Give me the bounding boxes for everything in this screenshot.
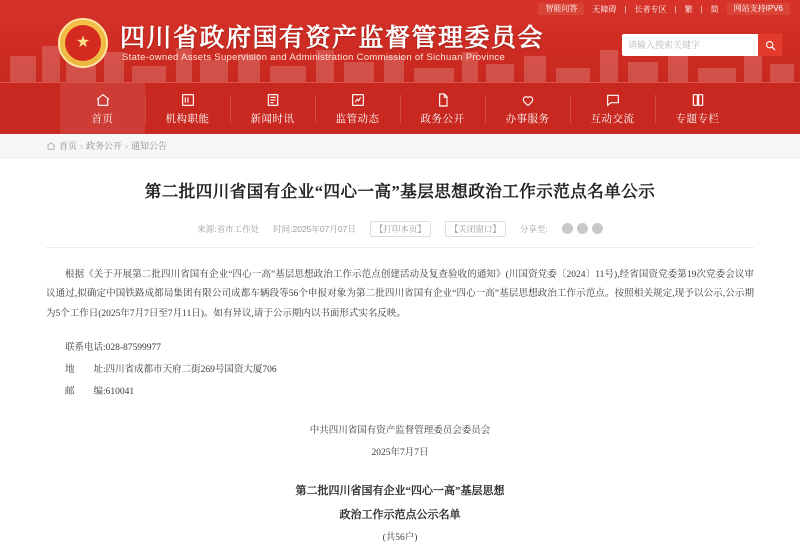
nav-item-services[interactable] bbox=[485, 83, 570, 135]
book-icon bbox=[690, 92, 706, 108]
national-emblem-icon bbox=[58, 18, 108, 68]
nav-item-disclosure[interactable] bbox=[400, 83, 485, 135]
article-source: 来源:省市工作处 bbox=[197, 223, 260, 234]
article-time: 时间:2025年07月07日 bbox=[273, 223, 356, 234]
nav-item-home[interactable] bbox=[60, 83, 145, 135]
share-buttons bbox=[562, 223, 603, 234]
chat-icon bbox=[605, 92, 621, 108]
news-icon bbox=[265, 92, 281, 108]
breadcrumb-sep-1: › bbox=[80, 140, 84, 151]
chart-icon bbox=[350, 92, 366, 108]
search-button[interactable] bbox=[758, 34, 782, 56]
search-input[interactable] bbox=[622, 35, 758, 55]
search-box[interactable] bbox=[622, 34, 782, 56]
article-paragraph-1: 根据《关于开展第二批四川省国有企业“四心一高”基层思想政治工作示范点创建活动及复查验收的通知》(川国资党委〔2024〕11号),经省国资党委第19次党委会议审议通过,拟确定中国铁路成都局集团有限公司成都车辆段等56个申报对象为第二批四川省国有企业“四心一高”基层思想政治工作示范点。按照相关规定,现予以公示,公示期为5个工作日(2025年7月7日至7月11日)。如有异议,请于公示期内以书面形式实名反映。 bbox=[46, 269, 754, 319]
nav-item-topics[interactable] bbox=[655, 83, 740, 135]
ipv6-badge: 网站支持IPV6 bbox=[727, 3, 790, 15]
nav-label-disclosure: 政务公开 bbox=[420, 112, 465, 125]
breadcrumb-sep-2: › bbox=[125, 140, 129, 151]
share-label: 分享至: bbox=[519, 223, 548, 234]
breadcrumb bbox=[46, 139, 167, 152]
article-meta bbox=[46, 221, 754, 237]
divider-2: | bbox=[674, 4, 677, 14]
nav-item-functions[interactable] bbox=[145, 83, 230, 135]
close-window-button[interactable]: 【关闭窗口】 bbox=[445, 221, 506, 237]
traditional-chinese-link[interactable]: 繁 bbox=[684, 4, 693, 14]
qq-share-icon[interactable] bbox=[592, 223, 603, 234]
nav-item-interaction[interactable] bbox=[570, 83, 655, 135]
page-title: 第二批四川省国有企业“四心一高”基层思想政治工作示范点名单公示 bbox=[144, 182, 656, 201]
signature-date: 2025年7月7日 bbox=[371, 448, 429, 459]
print-button[interactable]: 【打印本页】 bbox=[370, 221, 431, 237]
nav-item-news[interactable] bbox=[230, 83, 315, 135]
list-title-line2: 政治工作示范点公示名单 bbox=[339, 509, 461, 522]
site-title-en: State-owned Assets Supervision and Administration Commission of Sichuan Province bbox=[122, 52, 506, 63]
contact-phone: 联系电话:028-87599977 bbox=[65, 343, 162, 354]
nav-label-functions: 机构职能 bbox=[165, 112, 210, 125]
divider-1: | bbox=[624, 4, 627, 14]
contact-address: 地 址:四川省成都市天府二街269号国资大厦706 bbox=[65, 365, 277, 375]
emblem-inner: ★ bbox=[65, 25, 101, 61]
signature-org: 中共四川省国有资产监督管理委员会委员会 bbox=[309, 425, 491, 436]
search-icon bbox=[765, 40, 776, 51]
nav-label-supervision: 监管动态 bbox=[335, 112, 380, 125]
main-nav bbox=[0, 82, 800, 134]
wechat-share-icon[interactable] bbox=[562, 223, 573, 234]
accessibility-link[interactable]: 无障碍 bbox=[592, 4, 617, 14]
meta-divider bbox=[46, 247, 754, 248]
article-body bbox=[46, 266, 754, 324]
breadcrumb-bar bbox=[0, 134, 800, 158]
home-icon bbox=[95, 92, 111, 108]
nav-label-home: 首页 bbox=[91, 112, 114, 125]
site-title-zh: 四川省政府国有资产监督管理委员会 bbox=[120, 25, 545, 52]
list-title-line1: 第二批四川省国有企业“四心一高”基层思想 bbox=[295, 485, 505, 498]
nav-label-services: 办事服务 bbox=[505, 112, 550, 125]
nav-label-news: 新闻时讯 bbox=[250, 112, 295, 125]
weibo-share-icon[interactable] bbox=[577, 223, 588, 234]
nav-item-supervision[interactable] bbox=[315, 83, 400, 135]
document-icon bbox=[435, 92, 451, 108]
list-count: (共56户) bbox=[382, 532, 418, 543]
nav-label-topics: 专题专栏 bbox=[675, 112, 720, 125]
breadcrumb-item-disclosure[interactable]: 政务公开 bbox=[86, 141, 123, 151]
home-small-icon bbox=[46, 141, 56, 151]
smart-qa-button[interactable]: 智能问答 bbox=[538, 3, 584, 15]
contact-postcode: 邮 编:610041 bbox=[65, 386, 135, 397]
simplified-chinese-link[interactable]: 简 bbox=[710, 4, 719, 14]
article-container bbox=[46, 158, 754, 549]
breadcrumb-item-notice[interactable]: 通知公告 bbox=[131, 141, 168, 151]
breadcrumb-item-home[interactable]: 首页 bbox=[59, 141, 78, 151]
nav-label-interaction: 互动交流 bbox=[590, 112, 635, 125]
handshake-icon bbox=[520, 92, 536, 108]
utility-bar bbox=[0, 0, 800, 18]
elder-zone-link[interactable]: 长者专区 bbox=[634, 4, 667, 14]
building-icon bbox=[180, 92, 196, 108]
divider-3: | bbox=[700, 4, 703, 14]
